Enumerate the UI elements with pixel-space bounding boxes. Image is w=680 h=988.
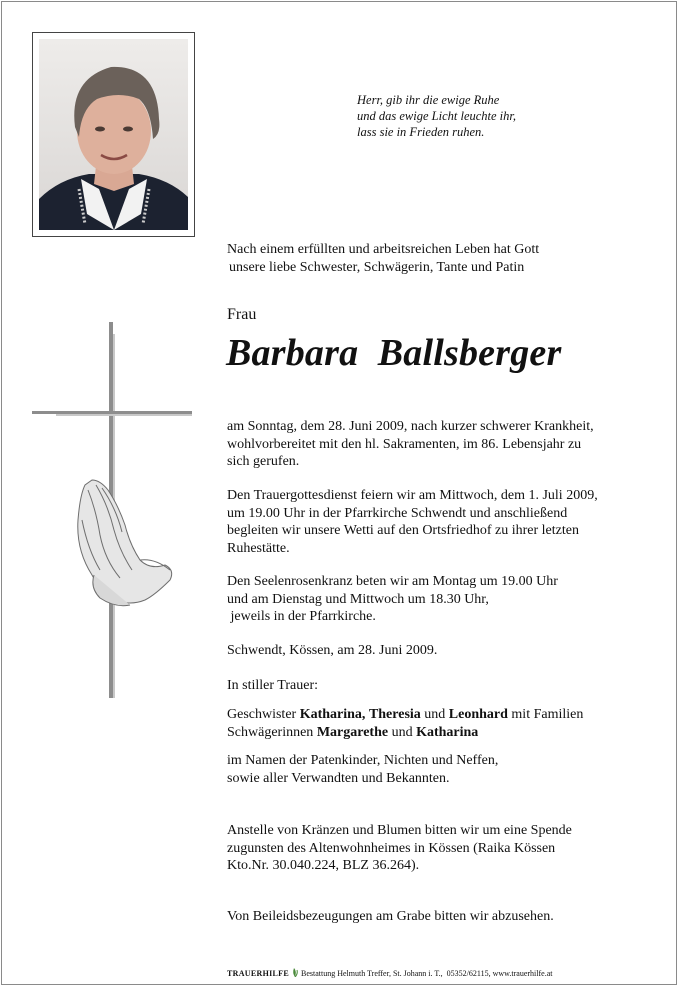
text-line: Den Seelenrosenkranz beten wir am Montag um 19.00 Uhr: [227, 574, 558, 589]
conjunction: und: [388, 724, 417, 740]
text-line: im Namen der Patenkinder, Nichten und Neffen,: [227, 753, 499, 768]
sibling-name: Leonhard: [448, 707, 508, 722]
mourners-prefix: Schwägerinnen: [227, 724, 317, 740]
deceased-name: Barbara Ballsberger: [226, 332, 562, 374]
text-line: wohlvorbereitet mit den hl. Sakramenten, im 86. Lebensjahr zu: [227, 436, 582, 452]
text-line: begleiten wir unsere Wetti auf den Ortsfriedhof zu ihrer letzten: [227, 523, 579, 538]
text-line: am Sonntag, dem 28. Juni 2009, nach kurzer schwerer Krankheit,: [227, 419, 594, 434]
leaf-icon: [291, 967, 299, 979]
condolences-note: Von Beileidsbezeugungen am Grabe bitten wir abzusehen.: [227, 909, 554, 924]
prayer-quote: [357, 92, 516, 140]
intro-text: [227, 241, 539, 277]
text-line: zugunsten des Altenwohnheimes in Kössen (Raika Kössen: [227, 840, 556, 856]
text-line: Den Trauergottesdienst feiern wir am Mittwoch, dem 1. Juli 2009,: [227, 488, 598, 503]
salutation: Frau: [227, 306, 257, 323]
portrait-frame: [32, 32, 195, 237]
footer: [227, 967, 552, 979]
intro-line: unsere liebe Schwester, Schwägerin, Tante und Patin: [229, 260, 525, 275]
footer-text: Bestattung Helmuth Treffer, St. Johann i. T., 05352/62115, www.trauerhilfe.at: [300, 968, 553, 978]
footer-brand: TRAUERHILFE: [227, 968, 289, 978]
death-notice: [227, 418, 594, 471]
rosary-info: [227, 573, 558, 626]
cross-with-praying-hands-icon: [30, 320, 195, 700]
quote-line: lass sie in Frieden ruhen.: [357, 125, 485, 139]
mourners-line: [227, 724, 583, 742]
intro-line: Nach einem erfüllten und arbeitsreichen Leben hat Gott: [227, 242, 540, 257]
sibling-name: Katharina,: [299, 707, 366, 722]
text-line: sowie aller Verwandten und Bekannten.: [227, 770, 450, 786]
place-date: Schwendt, Kössen, am 28. Juni 2009.: [227, 643, 438, 658]
mourning-heading: In stiller Trauer:: [227, 678, 318, 693]
funeral-info: [227, 487, 598, 557]
donation-request: [227, 822, 572, 875]
text-line: und am Dienstag und Mittwoch um 18.30 Uhr,: [227, 591, 489, 607]
text-line: Ruhestätte.: [227, 540, 290, 556]
mourners-suffix: mit Familien: [507, 707, 584, 722]
mourners: [227, 706, 583, 741]
mourners-prefix: Geschwister: [227, 707, 300, 722]
quote-line: Herr, gib ihr die ewige Ruhe: [357, 93, 500, 107]
mourners-line: [227, 706, 583, 724]
text-line: jeweils in der Pfarrkirche.: [227, 609, 376, 624]
portrait-photo: [39, 39, 188, 230]
sibling-name: Theresia: [368, 707, 421, 722]
text-line: um 19.00 Uhr in der Pfarrkirche Schwendt und anschließend: [227, 505, 568, 521]
relatives: [227, 752, 498, 787]
text-line: Anstelle von Kränzen und Blumen bitten wir um eine Spende: [227, 823, 572, 838]
text-line: Kto.Nr. 30.040.224, BLZ 36.264).: [227, 858, 420, 873]
sister-in-law-name: Katharina: [416, 724, 479, 740]
quote-line: und das ewige Licht leuchte ihr,: [357, 109, 517, 123]
text-line: sich gerufen.: [227, 454, 300, 469]
sister-in-law-name: Margarethe: [316, 724, 389, 740]
conjunction: und: [420, 707, 449, 722]
